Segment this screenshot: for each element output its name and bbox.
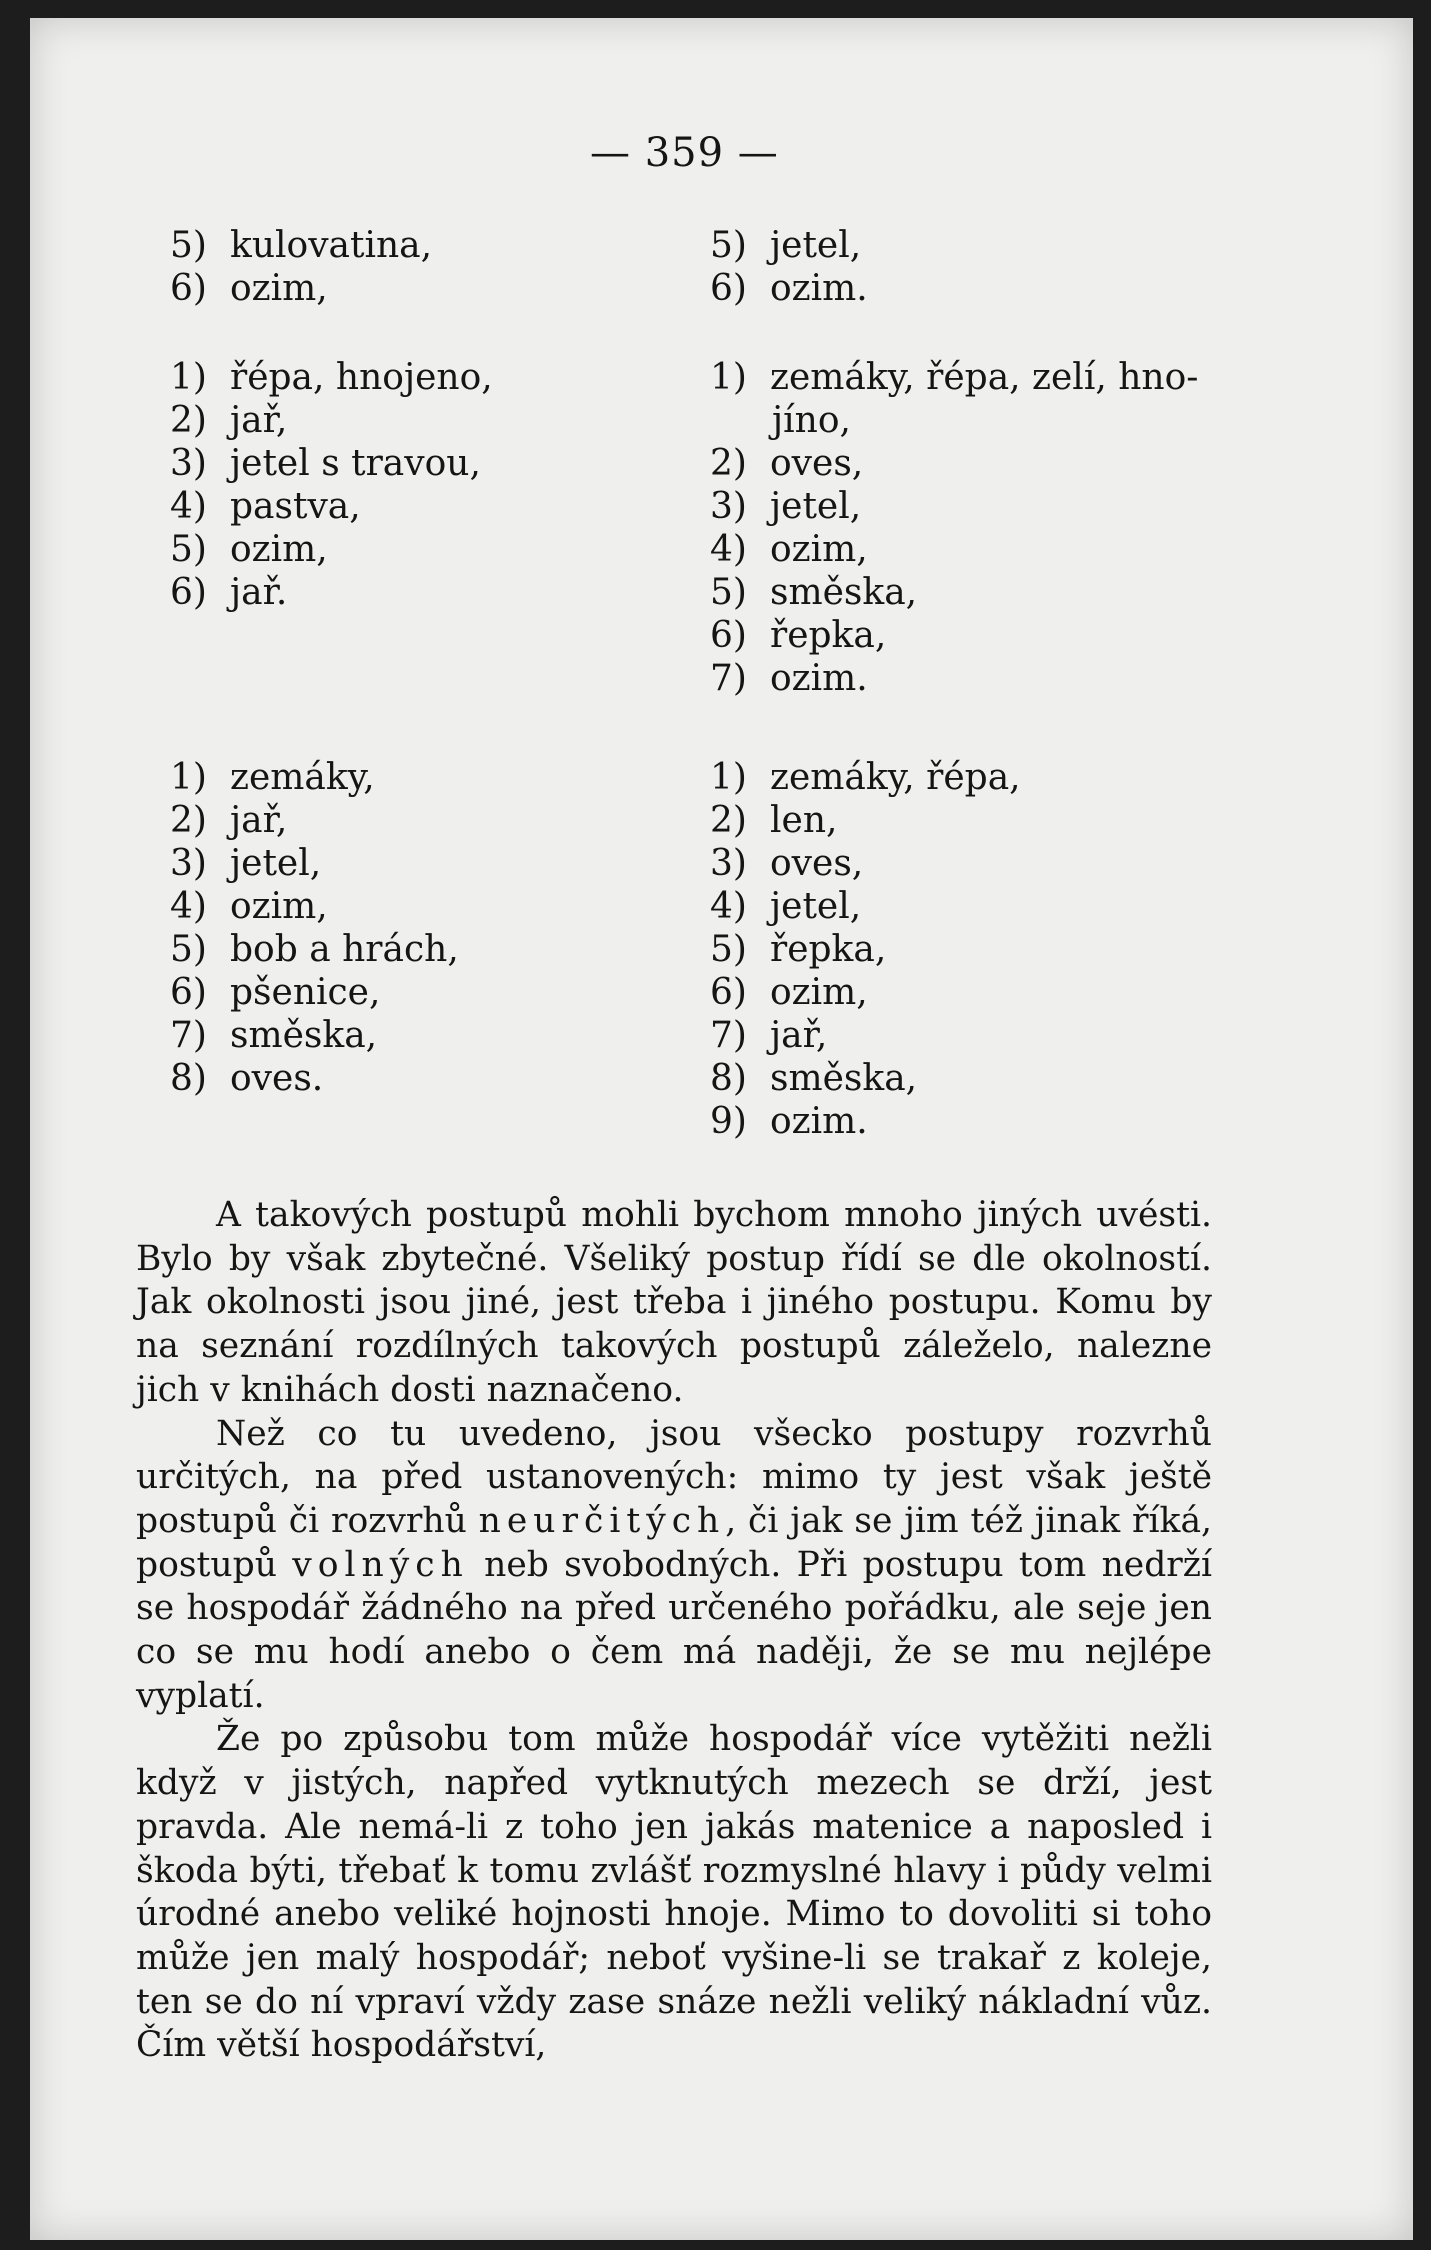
list-item: 3) jetel, xyxy=(170,843,322,884)
list-item: 9) ozim. xyxy=(710,1101,868,1142)
list-item: 3) oves, xyxy=(710,843,864,884)
list-item: 1) zemáky, řépa, zelí, hno- xyxy=(710,357,1199,398)
list-item: 5) ozim, xyxy=(170,529,328,570)
rotation-list-right-1 xyxy=(710,224,1250,310)
list-item: 2) len, xyxy=(710,800,838,841)
paragraph: Že po způsobu tom může hospodář více vytěžiti nežli když v jistých, napřed vytknutých mezech se drží, jest pravda. Ale nemá-li z toho jen jakás matenice a naposled i škoda býti, třebať k tomu zvlášť rozmyslné hlavy i půdy velmi úrodné anebo veliké hojnosti hnoje. Mimo to dovoliti si toho může jen malý hospodář; neboť vyšine-li se trakař z koleje, ten se do ní vpraví vždy zase snáze nežli veliký nákladní vůz. Čím větší hospodářství, xyxy=(136,1719,1212,2066)
list-item: 5) jetel, xyxy=(710,225,862,266)
list-item: 6) ozim. xyxy=(710,268,868,309)
list-item: 7) směska, xyxy=(170,1015,378,1056)
list-item: 6) ozim, xyxy=(170,268,328,309)
list-item: 5) řepka, xyxy=(710,929,887,970)
page-number: — 359 — xyxy=(590,130,779,176)
paragraph: Než co tu uvedeno, jsou všecko postupy rozvrhů určitých, na před ustanovených: mimo ty jest však ještě postupů či rozvrhů neurčitých, či jak se jim též jinak říká, postupů volných neb svobodných. Při postupu tom nedrží se hospodář žádného na před určeného pořádku, ale seje jen co se mu hodí anebo o čem má naději, že se mu nejlépe vyplatí. xyxy=(136,1413,1212,1716)
list-item: 1) řépa, hnojeno, xyxy=(170,357,493,398)
rotation-list-left-3 xyxy=(170,756,690,1100)
body-text xyxy=(136,1194,1212,2068)
list-item: 8) směska, xyxy=(710,1058,918,1099)
emphasis: volných xyxy=(292,1544,469,1585)
paragraph: A takových postupů mohli bychom mnoho jiných uvésti. Bylo by však zbytečné. Všeliký postup řídí se dle okolností. Jak okolnosti jsou jiné, jest třeba i jiného postupu. Komu by na seznání rozdílných takových postupů záleželo, nalezne jich v knihách dosti naznačeno. xyxy=(136,1195,1212,1410)
list-item: 4) ozim, xyxy=(710,529,868,570)
list-item: 6) řepka, xyxy=(710,615,887,656)
list-item: 1) zemáky, xyxy=(170,757,375,798)
list-item: 4) jetel, xyxy=(710,886,862,927)
list-item: 5) bob a hrách, xyxy=(170,929,459,970)
list-item: 1) zemáky, řépa, xyxy=(710,757,1021,798)
rotation-list-left-2 xyxy=(170,356,690,614)
list-item: 6) pšenice, xyxy=(170,972,381,1013)
list-item: 4) pastva, xyxy=(170,486,361,527)
list-item: 7) jař, xyxy=(710,1015,828,1056)
list-item: 7) ozim. xyxy=(710,658,868,699)
book-page xyxy=(30,18,1413,2240)
list-item: 3) jetel, xyxy=(710,486,862,527)
list-item: 2) jař, xyxy=(170,800,288,841)
rotation-list-right-2 xyxy=(710,356,1250,700)
list-item: 5) směska, xyxy=(710,572,918,613)
list-item: 2) jař, xyxy=(170,400,288,441)
list-item-continuation: jíno, xyxy=(772,400,851,441)
rotation-list-right-3 xyxy=(710,756,1250,1143)
list-item: 2) oves, xyxy=(710,443,864,484)
rotation-list-left-1 xyxy=(170,224,690,310)
emphasis: neurčitých xyxy=(478,1500,726,1541)
list-item: 6) jař. xyxy=(170,572,288,613)
left-column xyxy=(170,224,690,1100)
list-item: 8) oves. xyxy=(170,1058,324,1099)
list-item: 4) ozim, xyxy=(170,886,328,927)
list-item: 3) jetel s travou, xyxy=(170,443,481,484)
list-item: 5) kulovatina, xyxy=(170,225,433,266)
right-column xyxy=(710,224,1250,1143)
list-item: 6) ozim, xyxy=(710,972,868,1013)
